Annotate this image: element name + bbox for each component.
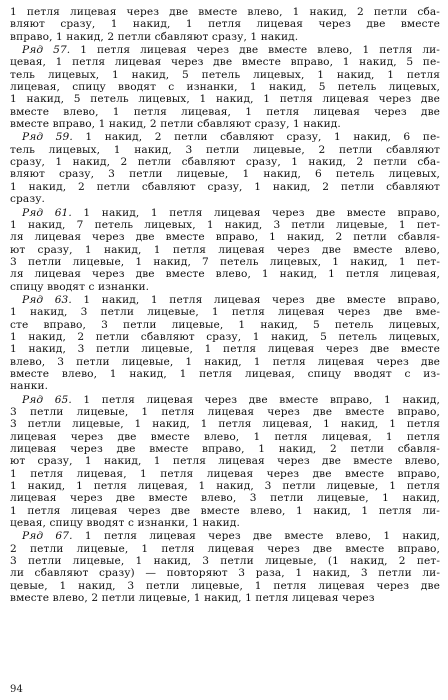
text-line (10, 356, 440, 368)
line-text: тель лицевых, 1 накид, 5 петель лицевых, 1 накид, 1 петля (10, 68, 440, 81)
row-label: Ряд 57. (22, 44, 71, 57)
text-line (10, 555, 440, 567)
text-line (10, 406, 440, 418)
line-text: вместе влево, 1 петля лицевая, 1 петля лицевая через две (10, 105, 440, 118)
text-line (10, 567, 440, 579)
text-line (10, 580, 440, 592)
row-label: Ряд 63. (22, 293, 72, 306)
text-line (10, 207, 440, 219)
line-text: тель лицевых, 1 накид, 3 петли лицевые, 2 петли сбавляют (10, 143, 440, 156)
text-line (10, 231, 440, 243)
text-line (10, 93, 440, 105)
line-text: лицевая через две вместе влево, 1 петля лицевая, 1 петля (10, 430, 440, 443)
line-text: сразу. (10, 193, 46, 206)
line-text: 3 петли лицевые, 1 накид, 3 петли лицевые, (1 накид, 2 пет- (10, 555, 440, 568)
line-text: 1 накид, 5 петель лицевых, 1 накид, 1 петля лицевая через две (10, 93, 440, 106)
text-line (10, 468, 440, 480)
text-line (10, 106, 440, 118)
text-line (10, 431, 440, 443)
line-text: 1 накид, 2 петли сбавляют сразу, 1 накид, 2 петли сбавляют (10, 180, 440, 193)
line-text: вместе вправо, 1 накид, 2 петли сбавляют сразу, 1 накид. (10, 118, 341, 131)
line-text: сте вправо, 3 петли лицевые, 1 накид, 5 петель лицевых, (10, 318, 440, 331)
row-label: Ряд 61. (22, 206, 72, 219)
text-line (10, 268, 440, 280)
text-line (10, 6, 440, 18)
line-text: цевая, спицу вводят с изнанки, 1 накид. (10, 517, 240, 530)
line-text: 1 накид, 1 петля лицевая через две вместе вправо, (71, 206, 440, 219)
text-line (10, 530, 440, 542)
line-text: цевые, 1 накид, 3 петли лицевые, 1 петля лицевая через две (10, 579, 440, 592)
text-line (10, 18, 440, 30)
line-text: 1 накид, 7 петель лицевых, 1 накид, 3 петли лицевые, 1 пет- (10, 218, 440, 231)
text-line (10, 492, 440, 504)
text-line (10, 131, 440, 143)
text-line (10, 81, 440, 93)
text-line (10, 443, 440, 455)
text-line (10, 592, 440, 604)
line-text: сразу, 1 накид, 2 петли сбавляют сразу, 1 накид, 2 петли сба- (10, 156, 440, 169)
line-text: 3 петли лицевые, 1 петля лицевая через две вместе вправо, (10, 406, 440, 418)
text-line (10, 306, 440, 318)
text-line (10, 144, 440, 156)
paragraph (10, 530, 440, 604)
line-text: ля лицевая через две вместе вправо, 1 накид, 2 петли сбавля- (10, 231, 440, 244)
line-text: 1 петля лицевая через две вместе влево, 1 петля ли- (70, 44, 440, 57)
line-text: 3 петли лицевые, 1 накид, 1 петля лицевая, 1 накид, 1 петля (10, 418, 440, 431)
line-text: лицевая, спицу вводят с изнанки, 1 накид, 5 петель лицевых, (10, 81, 440, 94)
line-text: лицевая через две вместе вправо, 1 накид, 2 петли сбавля- (10, 443, 440, 456)
text-line (10, 319, 440, 331)
paragraphs-container (10, 6, 440, 605)
text-line (10, 331, 440, 343)
line-text: 1 накид, 3 петли лицевые, 1 петля лицевая через две вме- (10, 306, 440, 319)
line-text: вправо, 1 накид, 2 петли сбавляют сразу, 1 накид. (10, 30, 299, 43)
line-text: лицевая через две вместе влево, 3 петли лицевые, 1 накид, (10, 492, 440, 505)
paragraph (10, 294, 440, 393)
line-text: 1 петля лицевая через две вместе влево, 1 накид, 2 петли сба- (10, 6, 440, 18)
text-line (10, 368, 440, 380)
text-line (10, 44, 440, 56)
line-text: спицу вводят с изнанки. (10, 280, 150, 293)
line-text: 1 петля лицевая через две вместе влево, 1 накид, 1 петля ли- (10, 504, 440, 517)
line-text: 3 петли лицевые, 1 накид, 7 петель лицевых, 1 накид, 1 пет- (10, 255, 440, 268)
line-text: вляют сразу, 3 петли лицевые, 1 накид, 6 петель лицевых, (10, 168, 440, 181)
line-text: 1 петля лицевая, 1 петля лицевая через две вместе вправо, (10, 467, 440, 480)
text-line (10, 219, 440, 231)
text-line (10, 118, 440, 130)
line-text: нанки. (10, 380, 49, 393)
text-line (10, 380, 440, 392)
text-line (10, 455, 440, 467)
text-line (10, 418, 440, 430)
text-line (10, 168, 440, 180)
text-line (10, 256, 440, 268)
line-text: цевая, 1 петля лицевая через две вместе вправо, 1 накид, 5 пе- (10, 56, 440, 69)
paragraph (10, 207, 440, 293)
row-label: Ряд 65. (22, 393, 72, 406)
text-line (10, 517, 440, 529)
line-text: 2 петли лицевые, 1 петля лицевая через две вместе вправо, (10, 542, 440, 555)
line-text: вляют сразу, 1 накид, 1 петля лицевая через две вместе (10, 18, 440, 31)
text-line (10, 193, 440, 205)
line-text: ля лицевая через две вместе влево, 1 накид, 1 петля лицевая, (10, 268, 440, 281)
text-line (10, 69, 440, 81)
text-line (10, 343, 440, 355)
line-text: 1 петля лицевая через две вместе влево, 1 накид, (72, 530, 440, 543)
line-text: 1 накид, 2 петли сбавляют сразу, 1 накид, 5 петель лицевых, (10, 330, 440, 343)
line-text: вместе влево, 1 накид, 1 петля лицевая, спицу вводят с из- (10, 367, 440, 380)
paragraph (10, 131, 440, 205)
paragraph (10, 44, 440, 130)
text-line (10, 543, 440, 555)
row-label: Ряд 67. (22, 530, 73, 543)
line-text: 1 петля лицевая через две вместе вправо, 1 накид, (71, 393, 440, 406)
line-text: вместе влево, 2 петли лицевые, 1 накид, 1 петля лицевая через (10, 592, 375, 605)
line-text: 1 накид, 1 петля лицевая через две вместе вправо, (71, 293, 440, 306)
line-text: 1 накид, 3 петли лицевые, 1 петля лицевая через две вместе (10, 343, 440, 356)
line-text: 1 накид, 2 петли сбавляют сразу, 1 накид, 6 пе- (72, 131, 440, 144)
text-line (10, 394, 440, 406)
paragraph (10, 394, 440, 530)
text-line (10, 281, 440, 293)
text-line (10, 181, 440, 193)
line-text: ют сразу, 1 накид, 1 петля лицевая через две вместе влево, (10, 243, 440, 256)
document-page (10, 6, 440, 696)
text-line (10, 56, 440, 68)
line-text: ют сразу, 1 накид, 1 петля лицевая через две вместе влево, (10, 455, 440, 468)
text-line (10, 505, 440, 517)
paragraph (10, 6, 440, 43)
text-line (10, 244, 440, 256)
line-text: ли сбавляют сразу) — повторяют 3 раза, 1 накид, 3 петли ли- (10, 567, 440, 580)
text-line (10, 31, 440, 43)
text-line (10, 156, 440, 168)
text-line (10, 294, 440, 306)
line-text: 1 накид, 1 петля лицевая, 1 накид, 3 петли лицевые, 1 петля (10, 480, 440, 493)
line-text: влево, 3 петли лицевые, 1 накид, 1 петля лицевая через две (10, 355, 440, 368)
text-line (10, 480, 440, 492)
row-label: Ряд 59. (22, 131, 73, 144)
page-number: 94 (10, 683, 23, 695)
